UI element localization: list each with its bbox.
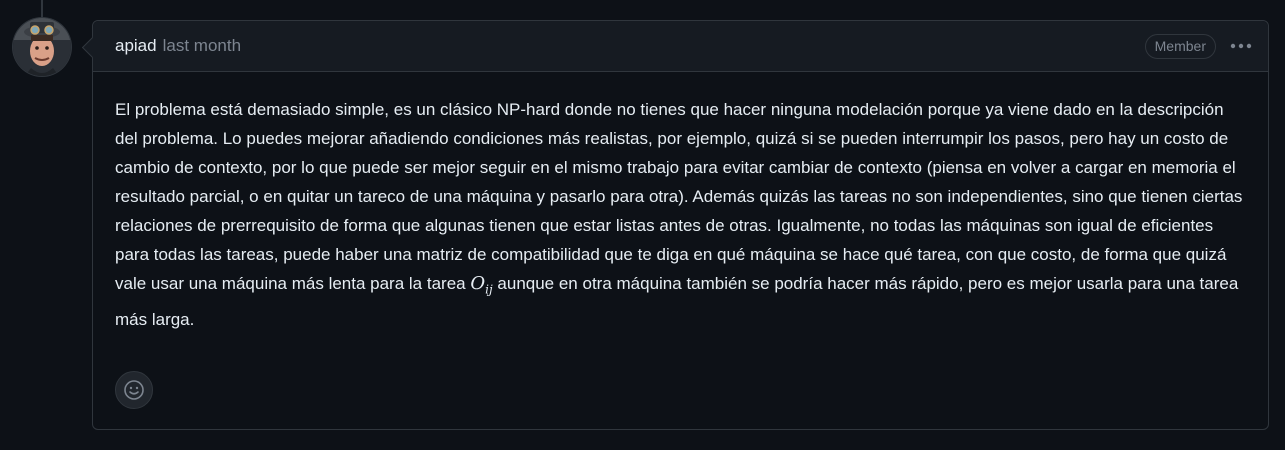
member-badge: Member — [1145, 34, 1216, 59]
math-expression — [470, 273, 493, 297]
comment-header — [93, 21, 1268, 72]
comment-body — [93, 72, 1268, 334]
timestamp-link[interactable]: last month — [162, 36, 242, 55]
math-subscript: ij — [485, 282, 493, 297]
author-link[interactable]: apiad — [115, 36, 157, 55]
comment-options-button[interactable] — [1228, 36, 1254, 56]
avatar-image — [13, 18, 71, 76]
body-text-after-math: aunque en otra máquina también se podría hacer más rápido, pero es mejor usarla para una tarea más larga. — [115, 274, 1239, 329]
timeline-line — [41, 0, 43, 20]
kebab-horizontal-icon — [1230, 43, 1252, 49]
smiley-icon — [123, 379, 145, 401]
math-symbol: O — [470, 273, 486, 294]
body-text-before-math: El problema está demasiado simple, es un clásico NP-hard donde no tienes que hacer ninguna modelación porque ya viene dado en la descripción del problema. Lo puedes mejorar añadiendo condiciones más realistas, por ejemplo, quizá si se pueden interrumpir los pasos, pero hay un costo de cambio de contexto, por lo que puede ser mejor seguir en el mismo trabajo para evitar cambiar de contexto (piensa en volver a cargar en memoria el resultado parcial, o en quitar un tareco de una máquina y pasarlo para otra). Además quizás las tareas no son independientes, sino que tienen ciertas relaciones de prerrequisito de forma que algunas tienen que estar listas antes de otras. Igualmente, no todas las máquinas son igual de eficientes para todas las tareas, puede haber una matriz de compatibilidad que te diga en qué máquina se hace qué tarea, con que costo, de forma que quizá vale usar una máquina más lenta para la tarea — [115, 100, 1243, 293]
avatar[interactable] — [13, 18, 71, 76]
comment-card — [92, 20, 1269, 430]
comment-paragraph — [115, 95, 1246, 334]
add-reaction-button[interactable] — [115, 371, 153, 409]
